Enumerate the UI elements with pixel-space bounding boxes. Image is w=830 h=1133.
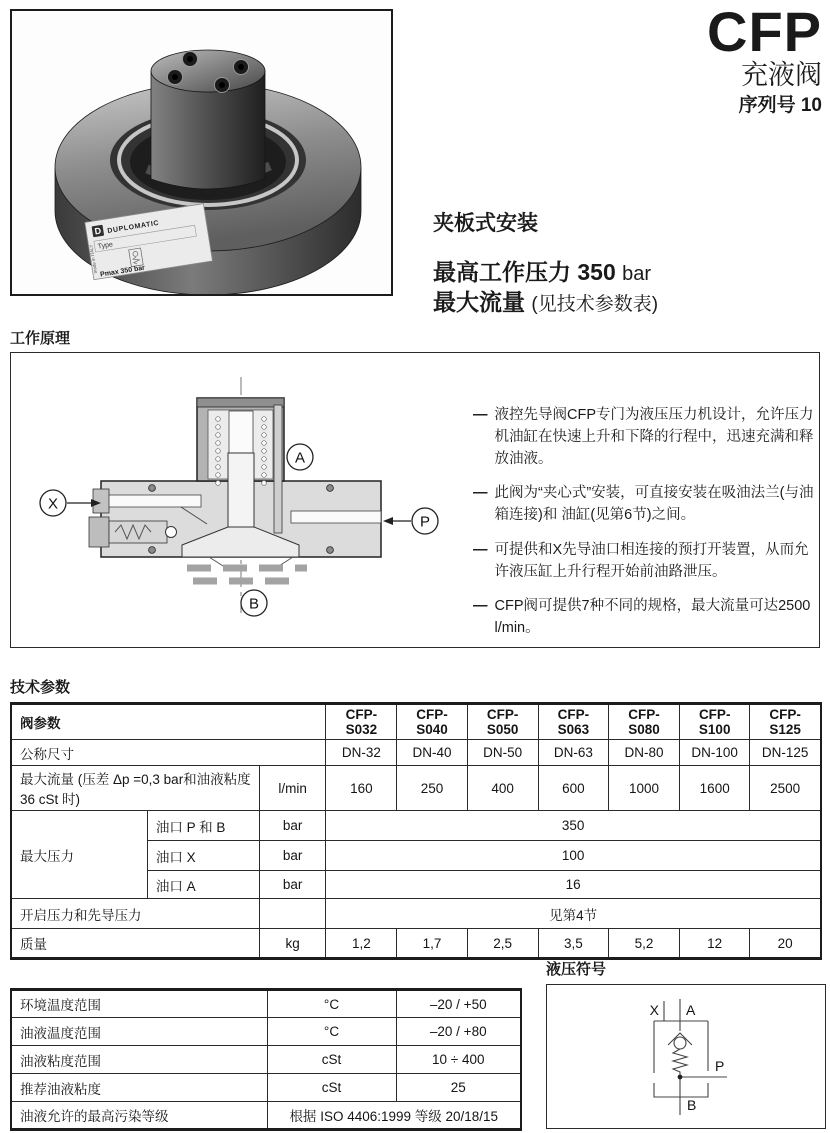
port-a-callout [287,444,313,470]
pmax-text: Pmax 350 bar [99,264,146,279]
model-header: CFP-S080 [608,704,679,740]
max-pressure-unit: bar [622,263,652,285]
table-row [11,1018,521,1046]
symbol-port-a: A [686,1002,696,1018]
port-p-label: P [419,513,431,531]
port-p-callout [383,508,438,534]
port-label: 油口 P 和 B [147,811,259,841]
unit-cell: °C [267,1018,396,1046]
unit-cell: l/min [260,766,326,811]
spec-cell: 160 [326,766,397,811]
row-label: 质量 [11,929,260,959]
bullet-dash: — [473,541,488,558]
bullet-text: 此阀为“夹心式”安装，可直接安装在吸油法兰(与油箱连接)和 油缸(见第6节)之间。 [494,485,814,523]
poppet-stem [228,453,254,527]
spec-cell: 1600 [680,766,750,811]
type-label: Type [97,241,114,251]
port-label: 油口 A [147,871,259,899]
check-valve-symbol [547,985,824,1127]
mounting-type: 夹板式安装 [433,212,538,235]
spec-cell: 20 [750,929,821,959]
preopening-device [89,517,109,547]
list-item [473,405,817,470]
junction-dot [678,1075,683,1080]
product-name: 充液阀 [741,60,822,90]
origin-text: made in ITALY [88,244,98,274]
spec-cell: DN-40 [397,740,467,766]
spec-cell: 1000 [608,766,679,811]
series-number: 序列号 10 [738,95,822,116]
valve-cross-section-diagram [11,353,471,647]
unit-cell: cSt [267,1046,396,1074]
max-pressure-line [433,254,651,287]
product-photo-frame [10,9,393,296]
spec-cell: 16 [326,871,821,899]
port-a-label: A [294,449,306,467]
p-channel [291,511,381,523]
value-cell: 25 [396,1074,521,1102]
principle-bullet-list [473,405,817,653]
bullet-dash: — [473,485,488,502]
principle-box [10,352,820,648]
param-header-cell: 阀参数 [11,704,326,740]
table-row [11,899,821,929]
bullet-text: 液控先导阀CFP专门为液压压力机设计，允许压力机油缸在快速上升和下降的行程中，迅速充满和释放油液。 [494,407,814,467]
max-flow-label: 最大流量 [433,289,525,315]
table-row [11,740,821,766]
spec-cell: 400 [467,766,538,811]
table-row [11,811,821,841]
spec-cell: 100 [326,841,821,871]
symbol-section-title: 液压符号 [546,961,607,978]
spec-cell: 12 [680,929,750,959]
spec-cell: DN-100 [680,740,750,766]
max-pressure-label: 最高工作压力 [433,259,571,285]
spec-cell: 2500 [750,766,821,811]
valve-top-cylinder [151,50,265,189]
max-flow-note: (见技术参数表) [531,294,659,315]
bullet-text: CFP阀可提供7种不同的规格，最大流量可达2500 l/min。 [494,598,811,636]
row-label: 公称尺寸 [11,740,326,766]
spec-cell: DN-50 [467,740,538,766]
model-header: CFP-S040 [397,704,467,740]
spec-cell: DN-32 [326,740,397,766]
symbol-port-p: P [715,1058,725,1074]
pilot-rod [274,405,282,533]
bullet-text: 可提供和X先导油口相连接的预打开装置，从而允许液压缸上升行程开始前油路泄压。 [494,541,809,580]
spec-cell: 350 [326,811,821,841]
bullet-dash: — [473,598,488,615]
row-label: 最大流量 (压差 Δp =0,3 bar和油液粘度36 cSt 时) [11,766,260,811]
table-row [11,929,821,959]
list-item [473,596,817,640]
symbol-port-x: X [649,1002,659,1018]
port-b-label: B [248,595,260,613]
spec-cell: 600 [538,766,608,811]
row-label: 油液允许的最高污染等级 [11,1102,267,1130]
specs-table [10,702,822,960]
list-item [473,540,817,584]
principle-section-title: 工作原理 [10,330,71,347]
unit-cell: cSt [267,1074,396,1102]
model-header: CFP-S063 [538,704,608,740]
model-header: CFP-S032 [326,704,397,740]
page-title-model: CFP [707,0,822,63]
row-label: 推荐油液粘度 [11,1074,267,1102]
logo-letter: D [93,225,102,237]
symbol-port-b: B [687,1097,697,1113]
value-cell: 10 ÷ 400 [396,1046,521,1074]
table-row [11,1046,521,1074]
model-header: CFP-S050 [467,704,538,740]
table-row [11,990,521,1018]
spec-cell: DN-125 [750,740,821,766]
model-header: CFP-S100 [680,704,750,740]
hydraulic-symbol-box [546,984,826,1129]
row-label: 油液温度范围 [11,1018,267,1046]
valve-photo [12,11,391,294]
spec-cell: DN-80 [608,740,679,766]
port-x-label: X [47,495,59,513]
table-row [11,1074,521,1102]
unit-cell: bar [260,841,326,871]
spec-cell: 1,7 [397,929,467,959]
table-row [11,704,821,740]
specs-section-title: 技术参数 [10,679,71,696]
bullet-dash: — [473,407,488,423]
pilot-ball [166,527,177,538]
list-item [473,483,817,527]
spec-cell: DN-63 [538,740,608,766]
row-label: 油液粘度范围 [11,1046,267,1074]
empty-cell [260,899,326,929]
value-cell: –20 / +80 [396,1018,521,1046]
port-x-callout [40,490,101,516]
unit-cell: bar [260,871,326,899]
spec-cell: 5,2 [608,929,679,959]
port-label: 油口 X [147,841,259,871]
table-row [11,766,821,811]
spec-cell: 1,2 [326,929,397,959]
row-label: 开启压力和先导压力 [11,899,260,929]
unit-cell: kg [260,929,326,959]
brand-text: DUPLOMATIC [107,219,160,235]
max-flow-line [433,284,658,317]
spec-cell: 250 [397,766,467,811]
row-label: 最大压力 [11,811,147,899]
unit-cell: °C [267,990,396,1018]
port-b-callout [241,590,267,616]
max-pressure-value: 350 [577,259,616,285]
spec-cell: 3,5 [538,929,608,959]
value-cell: –20 / +50 [396,990,521,1018]
table-row [11,1102,521,1130]
fluid-properties-table [10,988,522,1131]
x-channel [101,495,201,507]
spec-cell: 2,5 [467,929,538,959]
model-header: CFP-S125 [750,704,821,740]
unit-cell: bar [260,811,326,841]
row-label: 环境温度范围 [11,990,267,1018]
spec-cell: 见第4节 [326,899,821,929]
value-cell: 根据 ISO 4406:1999 等级 20/18/15 [267,1102,521,1130]
